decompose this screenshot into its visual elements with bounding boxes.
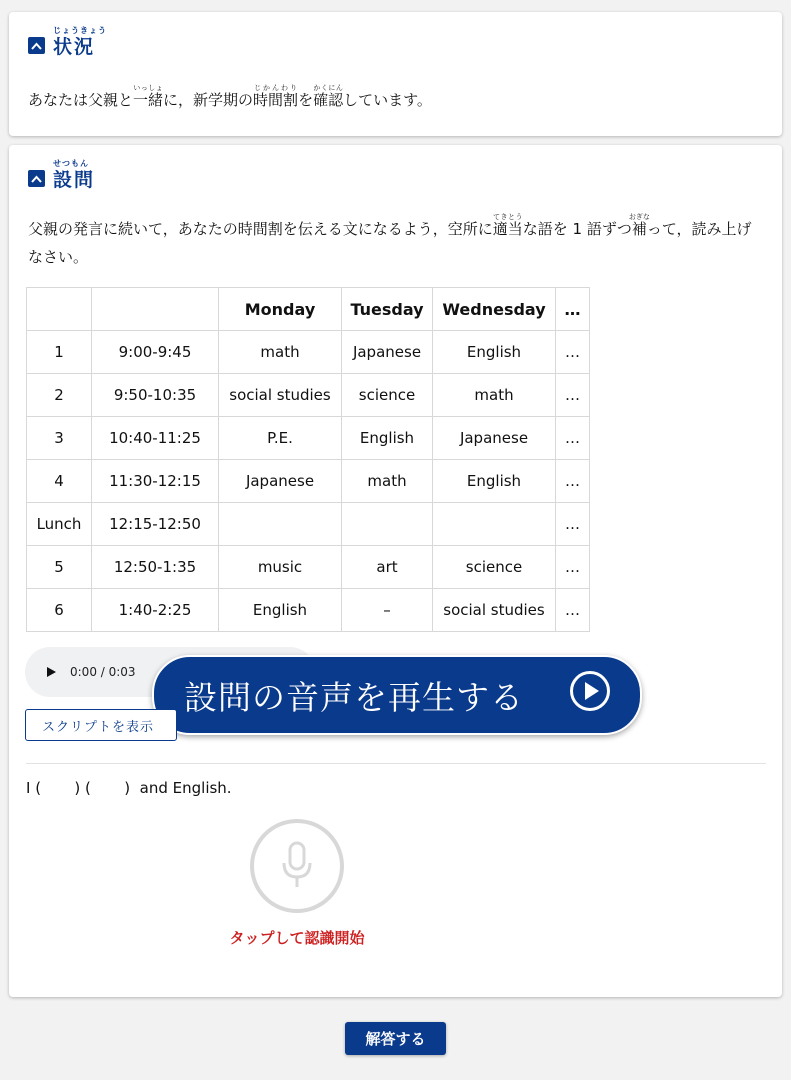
play-question-audio-button[interactable] <box>152 655 642 735</box>
table-cell: 2 <box>27 374 92 417</box>
table-cell: 12:50-1:35 <box>92 546 219 589</box>
submit-answer-button[interactable]: 解答する <box>345 1022 446 1055</box>
table-cell: Lunch <box>27 503 92 546</box>
table-cell: math <box>433 374 556 417</box>
table-cell: 1 <box>27 331 92 374</box>
question-title: 設問 <box>53 169 96 191</box>
table-cell <box>342 503 433 546</box>
table-cell: 11:30-12:15 <box>92 460 219 503</box>
table-cell: science <box>342 374 433 417</box>
table-cell: P.E. <box>219 417 342 460</box>
question-header[interactable] <box>28 159 95 191</box>
question-text: 父親の発言に続いて，あなたの時間割を伝える文になるよう，空所に適当てきとうな語を 1 語ずつ補おぎなって，読み上げなさい。 <box>28 213 752 266</box>
table-cell: – <box>342 589 433 632</box>
header-monday: Monday <box>219 288 342 331</box>
table-cell: English <box>433 331 556 374</box>
table-cell: … <box>556 503 590 546</box>
table-cell: Japanese <box>219 460 342 503</box>
timetable-header-row <box>27 288 590 331</box>
table-cell: Japanese <box>433 417 556 460</box>
table-cell: Japanese <box>342 331 433 374</box>
table-row <box>27 546 590 589</box>
question-card <box>9 145 782 997</box>
table-cell: 1:40-2:25 <box>92 589 219 632</box>
situation-title: 状況 <box>53 36 96 58</box>
situation-text: あなたは父親と一緒いっしょに，新学期の時間割じかんわりを確認かくにんしています。 <box>28 84 432 109</box>
table-cell: 6 <box>27 589 92 632</box>
header-cell <box>27 288 92 331</box>
table-cell: social studies <box>219 374 342 417</box>
header-more: … <box>556 288 590 331</box>
table-cell: … <box>556 417 590 460</box>
table-cell: 10:40-11:25 <box>92 417 219 460</box>
table-row <box>27 460 590 503</box>
table-cell: art <box>342 546 433 589</box>
table-cell <box>433 503 556 546</box>
table-cell: math <box>219 331 342 374</box>
table-cell: … <box>556 374 590 417</box>
table-cell: social studies <box>433 589 556 632</box>
chevron-up-icon[interactable] <box>28 37 45 54</box>
play-question-audio-label: 設問の音声を再生する <box>184 677 524 717</box>
header-tuesday: Tuesday <box>342 288 433 331</box>
table-row <box>27 589 590 632</box>
situation-title-ruby: じょうきょう <box>53 26 107 35</box>
table-row <box>27 417 590 460</box>
table-cell: 3 <box>27 417 92 460</box>
table-cell: … <box>556 331 590 374</box>
microphone-icon <box>280 841 314 891</box>
divider <box>26 763 766 764</box>
situation-card <box>9 12 782 136</box>
table-cell <box>219 503 342 546</box>
table-row <box>27 331 590 374</box>
show-script-button[interactable]: スクリプトを表示 <box>25 709 177 741</box>
table-cell: English <box>342 417 433 460</box>
table-cell: 5 <box>27 546 92 589</box>
table-cell: 12:15-12:50 <box>92 503 219 546</box>
audio-time: 0:00 / 0:03 <box>70 665 136 679</box>
table-cell: 9:50-10:35 <box>92 374 219 417</box>
play-icon[interactable] <box>47 667 56 677</box>
header-wednesday: Wednesday <box>433 288 556 331</box>
table-cell: 4 <box>27 460 92 503</box>
header-cell <box>92 288 219 331</box>
table-cell: English <box>433 460 556 503</box>
microphone-button[interactable] <box>250 819 344 913</box>
table-cell: science <box>433 546 556 589</box>
table-cell: math <box>342 460 433 503</box>
answer-sentence: I ( ) ( ) and English. <box>26 779 232 797</box>
table-cell: … <box>556 546 590 589</box>
table-cell: … <box>556 589 590 632</box>
situation-header[interactable] <box>28 26 107 58</box>
table-cell: 9:00-9:45 <box>92 331 219 374</box>
table-cell: … <box>556 460 590 503</box>
table-cell: music <box>219 546 342 589</box>
question-title-ruby: せつもん <box>53 159 89 168</box>
table-cell: English <box>219 589 342 632</box>
play-circle-icon <box>570 671 610 711</box>
start-recognition-label[interactable]: タップして認識開始 <box>229 929 365 947</box>
chevron-up-icon[interactable] <box>28 170 45 187</box>
timetable <box>26 287 590 632</box>
table-row <box>27 503 590 546</box>
table-row <box>27 374 590 417</box>
